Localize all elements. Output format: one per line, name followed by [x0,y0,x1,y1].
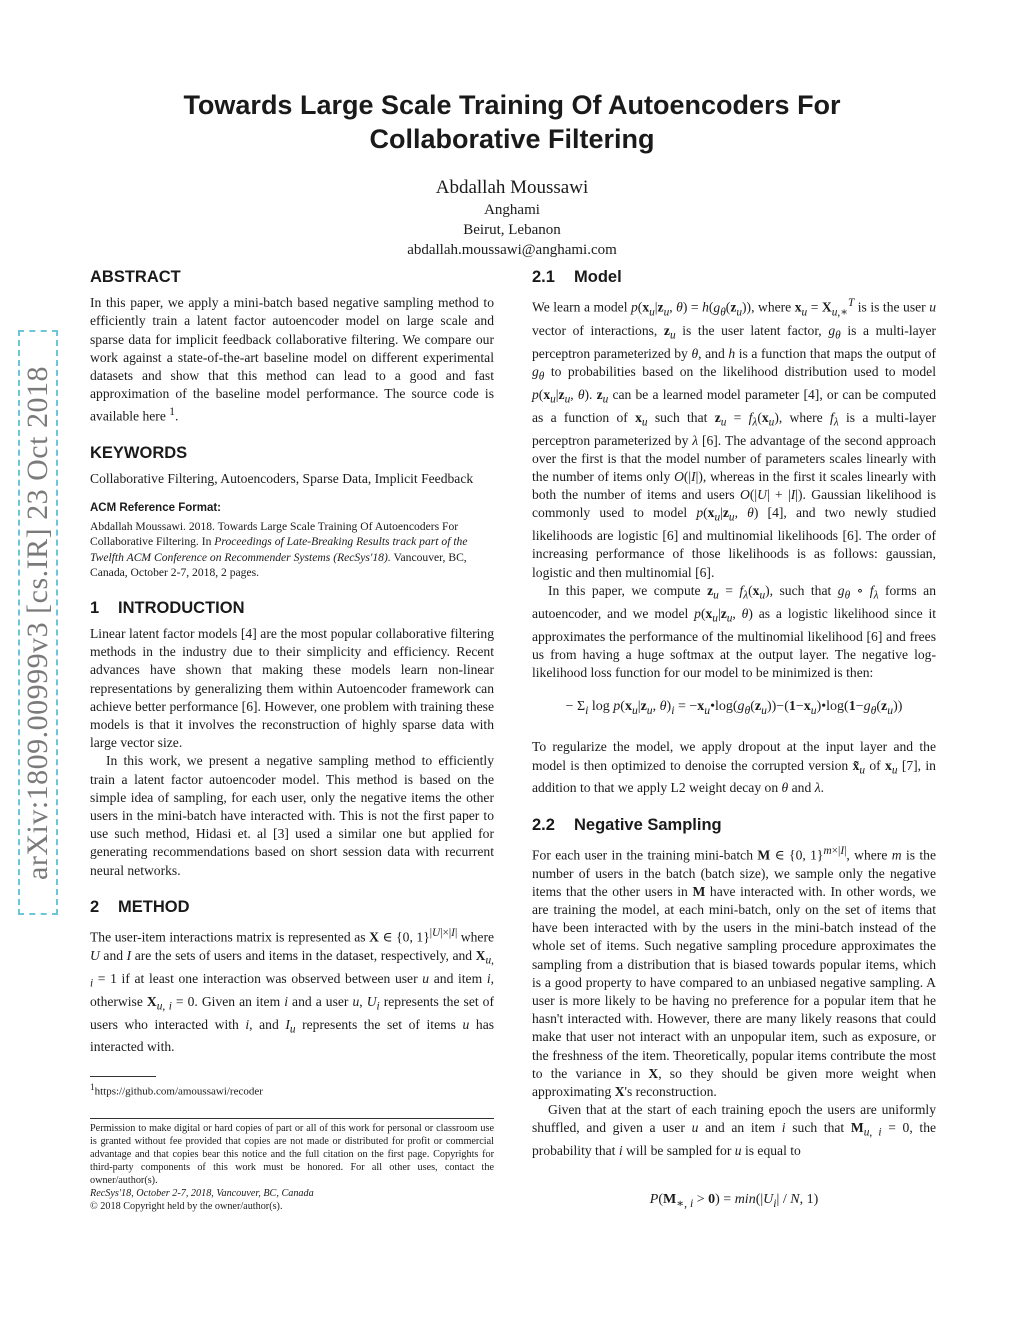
negative-sampling-paragraph-2: Given that at the start of each training epoch the users are uniformly shuffled, and given a user u and an item i such that $M_{u, i} = 0$, the probability that i will be sampled for u is equal to [532,1102,937,1159]
footnote: $^1$https://github.com/amoussawi/recoder [90,1082,263,1098]
model-paragraph-1: We learn a model $p(x_u|z_u$, $\theta) = h(g_\theta(z_u))$, where $x_u = X_{u,∗}^T$ is is the user u vector of interactions, $z_u$ is the user latent factor, $g_\theta$ is a multi-layer perceptron parameterized by θ, and h is a function that maps the output of $g_\theta$ to probabilities based on the likelihood distribution used to model $p(x_u|z_u$, θ). $z_u$ can be a learned model parameter [4], or can be computed as a function of $x_u$ such that $z_u = f_\lambda(x_u)$, where $f_\lambda$ is a multi-layer perceptron parameterized by λ [6]. The advantage of the second approach over the first is that the model number of parameters scales linearly with the number of items only O(|I|), whereas in the first it scales linearly with both the number of items and users O(|U| + |I|). Gaussian likelihood is commonly used to model $p(x_u|z_u$, θ) [4], and two newly studied likelihoods are logistic [6] and multinomial likelihoods [6]. The order of increasing performance of those likelihoods is as follows: gaussian, logistic and then multinomial [6]. [532,297,937,580]
acm-reference-heading: ACM Reference Format: [90,501,221,514]
permission-block [90,1122,494,1213]
keywords-text: Collaborative Filtering, Autoencoders, Sparse Data, Implicit Feedback [90,471,474,487]
model-heading: 2.1 Model [532,268,622,286]
introduction-heading: 1 INTRODUCTION [90,598,245,617]
footnote-url[interactable]: https://github.com/amoussawi/recoder [94,1085,263,1098]
method-heading: 2 METHOD [90,897,190,916]
introduction-paragraph-2: In this work, we present a negative sampling method to efficiently train a latent factor autoencoder model. This method is based on the simple idea of sampling, for each user, only the negative items the other users in the mini-batch have interacted with. This is not the first paper to use such method, Hidasi et. al [3] used a similar one but applied for generating recommendations based on short session data with recurrent neural networks. [90,753,494,878]
author-location: Beirut, Lebanon [463,222,561,238]
acm-reference-text: Abdallah Moussawi. 2018. Towards Large Scale Training Of Autoencoders For Collaborative Filtering. In Proceedings of Late-Breaking Results track part of the Twelfth ACM Conference on Recommender Systems (RecSys'18). Vancouver, BC, Canada, October 2-7, 2018, 2 pages. [90,519,468,580]
negative-sampling-paragraph-1: For each user in the training mini-batch M ∈ {0, 1}$^{m\times|I|}$, where m is the number of users in the batch (batch size), we sample only the negative items that the other users in M have interacted with. In other words, we are training the model, at each mini-batch, only on the set of items that have been interacted with by the users in the mini-batch instead of the whole set of items. Such negative sampling procedure approximates the sampling from a distribution that is biased towards popular items, which is a good property to have compared to an unbiased negative sampling. A user is more likely to be having no preference for a popular item that he hasn't interacted with. However, there are many likely reasons that could make that user not interact with an unpopular item, such as exposure, or the freshness of the item. Theoretically, popular items contribute the most to the variance in X, so they should be given more weight when approximating X's reconstruction. [532,844,936,1100]
author-block [312,176,712,260]
arxiv-stamp [18,330,58,915]
model-paragraph-2: In this paper, we compute $z_u = f_\lambda(x_u)$, such that $g_\theta$ ∘ $f_\lambda$ forms an autoencoder, and we model $p(x_u|z_u$, θ) as a logistic likelihood since it approximates the performance of the multinomial likelihood [6] and frees us from having a huge softmax at the output layer. The negative log-likelihood loss function for our model to be minimized is then: [532,582,937,681]
right-column [532,268,936,1213]
abstract-text: In this paper, we apply a mini-batch based negative sampling method to efficiently train a latent factor autoencoder model on large scale and sparse data for implicit feedback collaborative filtering. We compare our work against a state-of-the-art baseline model on different experimental datasets and show that this method can lead to a good and fast approximation of the baseline model performance. The source code is available here $^1$. [90,295,494,424]
loss-equation: − $\Sigma_i$ $\log p(x_u|z_u$, $\theta)_i$ = $-x_u•\log(g_\theta(z_u))-(1-x_u)•\log(1-g_\theta(z_u))$ [565,699,903,718]
introduction-paragraph-1: Linear latent factor models [4] are the most popular collaborative filtering methods in the industry due to their simplicity and efficiency. Recent advances have shown that making these models learn non-linear representations by generalizing them within Autoencoder framework can achieve better performance [6]. However, one problem with training these models is that it involves the reconstruction of highly sparse data with large vector size. [90,625,494,751]
paper-title: Towards Large Scale Training Of Autoencoders For Collaborative Filtering [183,90,841,154]
negative-sampling-heading: 2.2 Negative Sampling [532,815,722,834]
permission-text: Permission to make digital or hard copies of part or all of this work for personal or classroom use is granted without fee provided that copies are not made or distributed for profit or commercial advantage and that copies bear this notice and the full citation on the first page. Copyrights for third-party components of this work must be honored. For all other uses, contact the owner/author(s). [90,1123,494,1186]
keywords-heading: KEYWORDS [90,444,188,463]
permission-rule [90,1118,494,1119]
author-email: abdallah.moussawi@anghami.com [407,242,617,258]
author-name: Abdallah Moussawi [435,177,589,198]
author-affiliation: Anghami [484,202,540,218]
left-column [90,268,494,1057]
abstract-heading: ABSTRACT [90,268,181,286]
model-paragraph-3: To regularize the model, we apply dropout at the input layer and the model is then optimized to denoise the corrupted version $x̃_u$ of $x_u$ [7], in addition to that we apply L2 weight decay on θ and λ. [532,739,936,796]
permission-venue: RecSys'18, October 2-7, 2018, Vancouver, BC, Canada [90,1188,314,1199]
method-paragraph: The user-item interactions matrix is represented as X ∈ {0, 1}$^{|U|\times|I|}$ where U and I are the sets of users and items in the dataset, respectively, and $X_{u, i} = 1$ if at least one interaction was observed between user u and item i, otherwise $X_{u, i} = 0$. Given an item i and a user u, $U_i$ represents the set of users who interacted with i, and $I_u$ represents the set of items u has interacted with. [90,927,495,1055]
sampling-probability-equation: $P(M_{∗, i} > 0) = \min(|U_i| / N$, 1) [649,1191,819,1210]
arxiv-stamp-text: arXiv:1809.00999v3 [cs.IR] 23 Oct 2018 [21,365,54,880]
footnote-rule [90,1076,156,1077]
permission-copyright: © 2018 Copyright held by the owner/author(s). [90,1201,283,1212]
